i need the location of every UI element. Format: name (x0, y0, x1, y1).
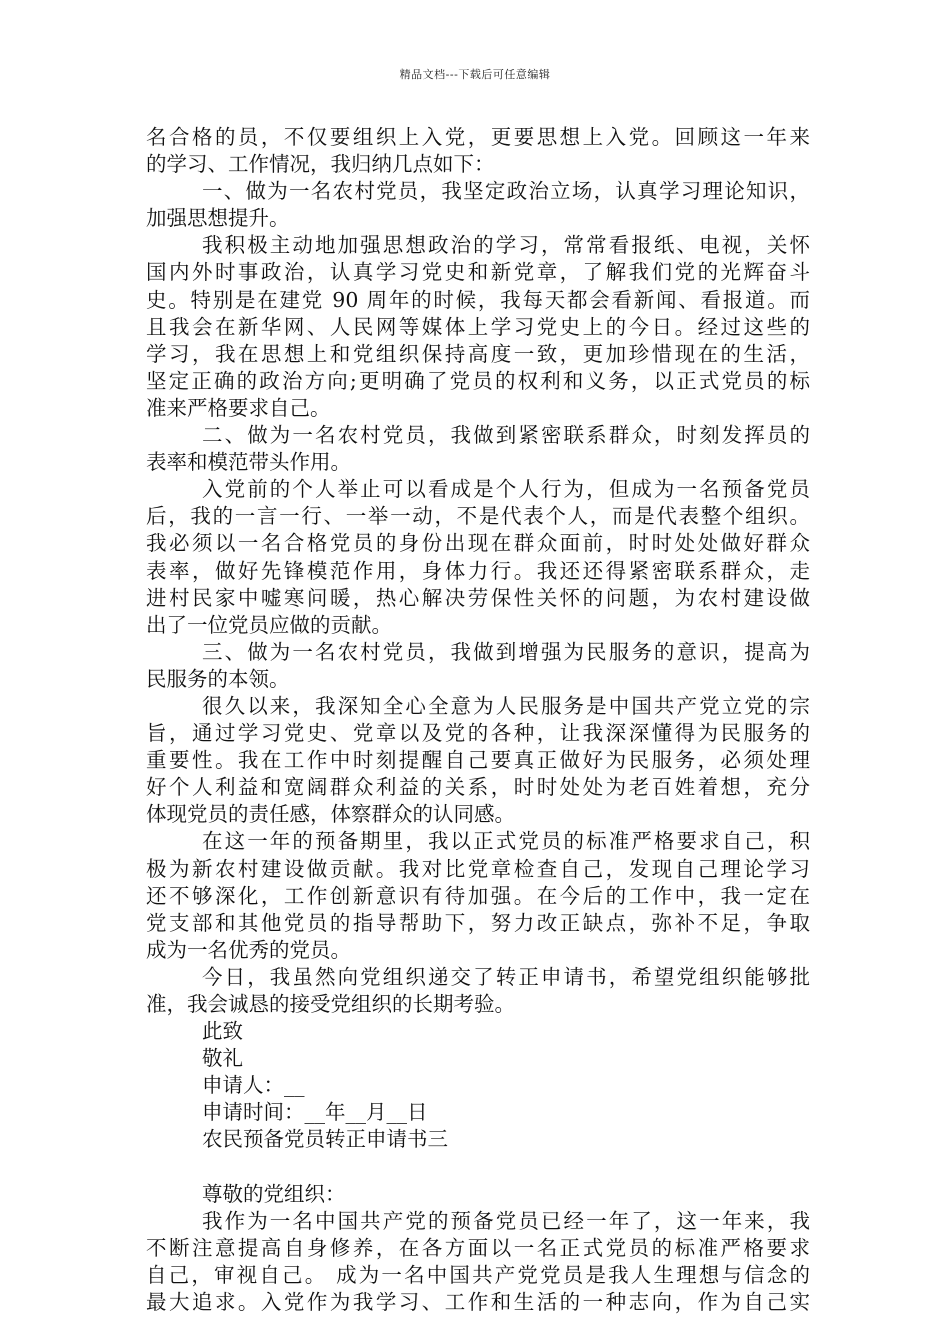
text-line: 史。特别是在建党 90 周年的时候，我每天都会看新闻、看报道。而 (146, 287, 810, 312)
text-line: 旨，通过学习党史、党章以及党的各种，让我深深懂得为民服务的 (146, 721, 810, 746)
text-line: 成为一名优秀的党员。 (146, 937, 351, 962)
text-line: 学习，我在思想上和党组织保持高度一致，更加珍惜现在的生活， (146, 341, 810, 366)
page-header: 精品文档---下载后可任意编辑 (399, 68, 551, 81)
text-line: 加强思想提升。 (146, 206, 290, 231)
text-line: 表率，做好先锋模范作用，身体力行。我还还得紧密联系群众，走 (146, 558, 810, 583)
text-line: 表率和模范带头作用。 (146, 450, 351, 475)
text-line: 很久以来，我深知全心全意为人民服务是中国共产党立党的宗 (202, 693, 810, 718)
text-line: 进村民家中嘘寒问暖，热心解决劳保性关怀的问题，为农村建设做 (146, 585, 810, 610)
text-line: 体现党员的责任感，体察群众的认同感。 (146, 802, 515, 827)
text-line: 准来严格要求自己。 (146, 395, 331, 420)
text-line: 自己，审视自己。 成为一名中国共产党党员是我人生理想与信念的 (146, 1262, 810, 1287)
text-line: 我积极主动地加强思想政治的学习，常常看报纸、电视，关怀 (202, 233, 810, 258)
text-line: 在这一年的预备期里，我以正式党员的标准严格要求自己，积 (202, 829, 810, 854)
text-line: 准，我会诚恳的接受党组织的长期考验。 (146, 992, 515, 1016)
text-line: 二、做为一名农村党员，我做到紧密联系群众，时刻发挥员的 (202, 423, 810, 448)
text-line: 民服务的本领。 (146, 666, 290, 691)
text-line: 我作为一名中国共产党的预备党员已经一年了，这一年来，我 (202, 1208, 810, 1233)
text-line: 尊敬的党组织： (202, 1181, 346, 1206)
text-line: 入党前的个人举止可以看成是个人行为，但成为一名预备党员 (202, 477, 810, 502)
text-line: 的学习、工作情况，我归纳几点如下： (146, 152, 495, 177)
text-line: 后，我的一言一行、一举一动，不是代表个人，而是代表整个组织。 (146, 504, 810, 529)
document-body (146, 124, 810, 1316)
text-line: 此致 (202, 1019, 243, 1044)
text-line: 最大追求。入党作为我学习、工作和生活的一种志向，作为自己实 (146, 1290, 810, 1315)
text-line: 好个人利益和宽阔群众利益的关系，时时处处为老百姓着想，充分 (146, 775, 810, 800)
text-line: 国内外时事政治，认真学习党史和新党章，了解我们党的光辉奋斗 (146, 260, 810, 285)
text-line: 还不够深化，工作创新意识有待加强。在今后的工作中，我一定在 (146, 883, 810, 908)
text-line: 党支部和其他党员的指导帮助下，努力改正缺点，弥补不足，争取 (146, 910, 810, 935)
text-line: 农民预备党员转正申请书三 (202, 1127, 448, 1152)
text-line: 出了一位党员应做的贡献。 (146, 612, 392, 637)
text-line: 极为新农村建设做贡献。我对比党章检查自己，发现自己理论学习 (146, 856, 810, 881)
text-line: 一、做为一名农村党员，我坚定政治立场，认真学习理论知识， (202, 179, 810, 204)
text-line: 申请时间：__年__月__日 (202, 1100, 428, 1125)
text-line: 重要性。我在工作中时刻提醒自己要真正做好为民服务，必须处理 (146, 748, 810, 773)
text-line: 且我会在新华网、人民网等媒体上学习党史上的今日。经过这些的 (146, 314, 810, 339)
text-line: 坚定正确的政治方向;更明确了党员的权利和义务，以正式党员的标 (146, 368, 810, 393)
text-line: 今日，我虽然向党组织递交了转正申请书，希望党组织能够批 (202, 964, 810, 989)
text-line: 三、做为一名农村党员，我做到增强为民服务的意识，提高为 (202, 639, 810, 664)
text-line: 名合格的员，不仅要组织上入党，更要思想上入党。回顾这一年来 (146, 125, 810, 149)
text-line: 我必须以一名合格党员的身份出现在群众面前，时时处处做好群众 (146, 531, 810, 556)
text-line: 敬礼 (202, 1046, 243, 1071)
blank-line (146, 1154, 810, 1181)
text-line: 申请人：__ (202, 1073, 305, 1098)
text-line: 不断注意提高自身修养，在各方面以一名正式党员的标准严格要求 (146, 1235, 810, 1260)
